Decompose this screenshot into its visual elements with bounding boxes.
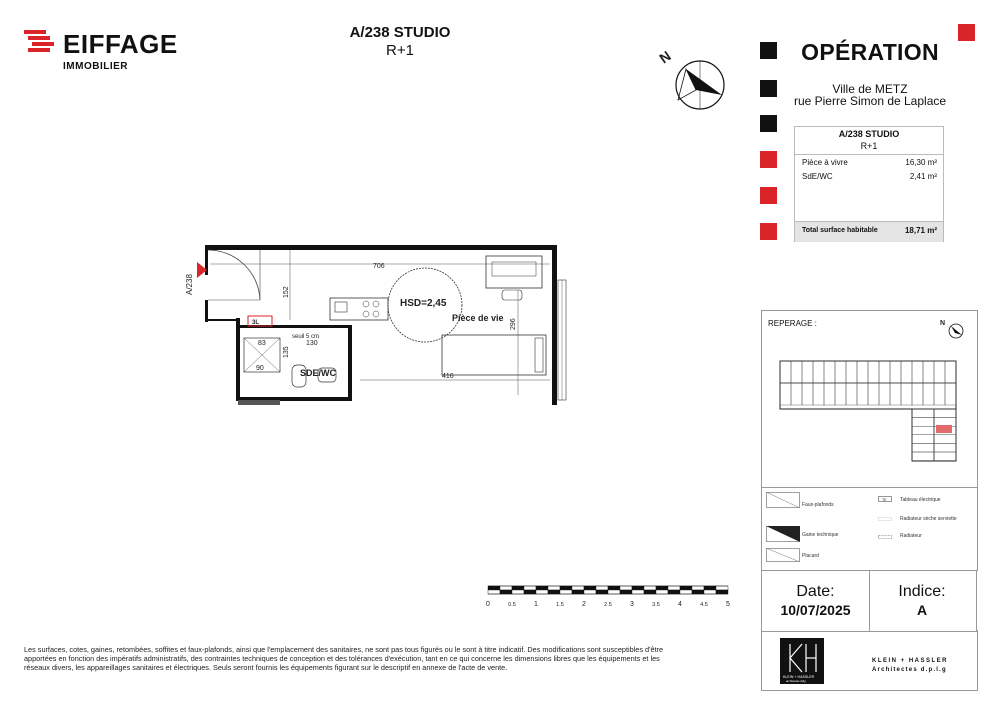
- indice-value: A: [916, 602, 928, 618]
- legend-panel: [761, 486, 978, 571]
- logo-sub: IMMOBILIER: [63, 61, 128, 72]
- north-compass-icon: [648, 42, 738, 114]
- reperage-north-label: N: [940, 320, 946, 327]
- scale-cell: [644, 590, 656, 594]
- scale-label: 4.5: [700, 602, 708, 608]
- scale-label: 1.5: [556, 602, 564, 608]
- legend-label: Tableau électrique: [900, 497, 941, 503]
- scale-cell: [548, 590, 560, 594]
- surface-table: [794, 126, 944, 242]
- scale-label: 1: [534, 601, 538, 608]
- reperage-north-icon: [938, 315, 968, 341]
- scale-cell: [500, 586, 512, 590]
- kh-logo-text: KLEIN + HASSLER: [783, 675, 815, 679]
- building-key-plan: [772, 357, 972, 467]
- scale-cell: [572, 590, 584, 594]
- seche-serviette-icon: [878, 517, 892, 521]
- key-plan-cell: [934, 452, 956, 461]
- scale-cell: [716, 590, 728, 594]
- dim-152: 152: [283, 286, 290, 298]
- scale-cell: [704, 590, 716, 594]
- key-plan-cell: [890, 361, 901, 383]
- key-plan-cell: [824, 361, 835, 383]
- unit-tag: A/238: [185, 274, 194, 295]
- legend-label: Placard: [802, 553, 819, 559]
- key-plan-cell: [857, 383, 868, 405]
- surface-row-label: SdE/WC: [802, 172, 833, 181]
- key-plan-cell: [934, 418, 956, 427]
- key-plan-cell: [934, 409, 956, 418]
- scale-cell: [632, 590, 644, 594]
- faux-plafond-swatch-icon: [766, 492, 800, 508]
- marker-square: [760, 223, 777, 240]
- te-tag: TE: [882, 498, 887, 502]
- key-plan-cell: [923, 361, 934, 383]
- page-level: R+1: [386, 42, 414, 59]
- key-plan-cell: [813, 361, 824, 383]
- compass-north-label: N: [656, 47, 674, 67]
- surface-total-value: 18,71 m²: [904, 226, 937, 235]
- scale-cell: [524, 590, 536, 594]
- key-plan-cell: [835, 383, 846, 405]
- room-main-label: Pièce de vie: [452, 313, 504, 323]
- key-plan-cell: [945, 361, 956, 383]
- architect-sub: Architectes d.p.l.g: [872, 667, 947, 673]
- logo-name: EIFFAGE: [63, 29, 178, 59]
- key-plan-cell: [945, 383, 956, 405]
- eiffage-logo-icon: [24, 30, 54, 54]
- marker-square: [760, 151, 777, 168]
- surface-table-level: R+1: [860, 141, 878, 151]
- key-plan-cell: [934, 435, 956, 444]
- key-plan-cell: [846, 383, 857, 405]
- scale-cell: [596, 586, 608, 590]
- key-plan-cell: [912, 452, 934, 461]
- scale-cell: [512, 586, 524, 590]
- divider: [795, 154, 943, 155]
- wall-right: [552, 245, 557, 405]
- scale-label: 0: [486, 601, 490, 608]
- key-plan-cell: [934, 361, 945, 383]
- marker-square: [760, 115, 777, 132]
- scale-cell: [572, 586, 584, 590]
- date-value: 10/07/2025: [780, 602, 851, 618]
- key-plan-cell: [857, 361, 868, 383]
- scale-cell: [608, 586, 620, 590]
- scale-label: 2: [582, 601, 586, 608]
- key-plan-cell: [791, 383, 802, 405]
- key-plan-cell: [912, 418, 934, 427]
- scale-cell: [644, 586, 656, 590]
- scale-cell: [524, 586, 536, 590]
- marker-square: [760, 80, 777, 97]
- scale-label: 2.5: [604, 602, 612, 608]
- key-plan-cell: [901, 383, 912, 405]
- dim-296: 296: [510, 318, 517, 330]
- scale-cell: [488, 586, 500, 590]
- scale-cell: [560, 590, 572, 594]
- surface-row-value: 2,41 m²: [909, 172, 937, 181]
- operation-street: rue Pierre Simon de Laplace: [793, 94, 947, 108]
- scale-cell: [692, 586, 704, 590]
- scale-cell: [668, 586, 680, 590]
- radiateur-icon: [878, 535, 892, 539]
- seuil-label: seuil 5 cm: [292, 334, 320, 340]
- scale-cell: [620, 586, 632, 590]
- key-plan-cell: [901, 361, 912, 383]
- scale-cell: [560, 586, 572, 590]
- scale-cell: [632, 586, 644, 590]
- key-plan-cell: [912, 361, 923, 383]
- scale-cell: [548, 586, 560, 590]
- key-plan-cell: [879, 383, 890, 405]
- key-plan-cell: [791, 361, 802, 383]
- marker-square: [760, 42, 777, 59]
- key-plan-cell: [890, 383, 901, 405]
- scale-cell: [656, 586, 668, 590]
- architect-name: KLEIN + HASSLER: [872, 658, 949, 664]
- dim-83: 83: [258, 340, 266, 347]
- scale-cell: [608, 590, 620, 594]
- key-plan-cell: [780, 361, 791, 383]
- dim-90: 90: [256, 365, 264, 372]
- key-plan-cell: [879, 361, 890, 383]
- marker-square: [760, 187, 777, 204]
- legal-disclaimer: Les surfaces, cotes, gaines, retombées, soffites et faux-plafonds, ainsi que l'emplacement des sanitaires, ne sont pas tous figurés ou le sont à titre indicatif. Des modifications sont susceptibles d'être apportées en fonction des impératifs administratifs, des contraintes techniques de conception et des tolérances d'exécution, tant en ce qui concerne les dimensions libres que les équipements et les réseaux divers, les appareillages sanitaires et électriques. Seuls seront fournis les équipements figurant sur le descriptif en annexe de l'acte de vente.: [24, 645, 664, 672]
- key-plan-cell: [923, 383, 934, 405]
- floor-plan: [180, 240, 580, 410]
- scale-label: 4: [678, 601, 682, 608]
- key-plan-cell: [912, 383, 923, 405]
- scale-cell: [680, 586, 692, 590]
- key-plan-cell: [912, 409, 934, 418]
- dim-135: 135: [283, 346, 290, 358]
- operation-title: OPÉRATION: [801, 39, 939, 65]
- key-plan-cell: [868, 361, 879, 383]
- scale-cell: [500, 590, 512, 594]
- reperage-label: REPERAGE :: [768, 319, 817, 328]
- dim-706: 706: [373, 263, 385, 270]
- key-plan-cell: [846, 361, 857, 383]
- scale-cell: [680, 590, 692, 594]
- key-plan-cell: [934, 443, 956, 452]
- reperage-panel: [761, 310, 978, 488]
- key-plan-cell: [780, 383, 791, 405]
- wall-top: [205, 245, 557, 250]
- indice-box: [868, 570, 977, 632]
- scale-cell: [584, 586, 596, 590]
- hsd-label: HSD=2,45: [400, 298, 447, 309]
- date-label: Date:: [796, 583, 835, 600]
- key-plan-cell: [824, 383, 835, 405]
- scale-cell: [716, 586, 728, 590]
- key-plan-cell: [802, 383, 813, 405]
- key-plan-cell: [813, 383, 824, 405]
- dim-416: 416: [442, 373, 454, 380]
- scale-cell: [536, 586, 548, 590]
- scale-cell: [512, 590, 524, 594]
- kh-logo-sub: architectes dplg: [786, 679, 806, 683]
- key-plan-cell: [934, 383, 945, 405]
- scale-cell: [596, 590, 608, 594]
- scale-cell: [668, 590, 680, 594]
- scale-cell: [692, 590, 704, 594]
- date-box: [761, 570, 870, 632]
- surface-total-row: [795, 221, 943, 242]
- scale-cell: [488, 590, 500, 594]
- room-bath-label: SDE/WC: [300, 368, 336, 378]
- current-unit-highlight: [936, 425, 952, 433]
- scale-label: 5: [726, 601, 730, 608]
- tableau-electrique-icon: [878, 496, 892, 502]
- surface-row-label: Pièce à vivre: [802, 158, 848, 167]
- operation-city: Ville de METZ: [832, 82, 908, 96]
- key-plan-cell: [802, 361, 813, 383]
- corner-square: [958, 24, 975, 41]
- tag-3l: 3L: [252, 320, 260, 326]
- scale-cell: [620, 590, 632, 594]
- scale-label: 3: [630, 601, 634, 608]
- key-plan-cell: [835, 361, 846, 383]
- legend-label: Gaine technique: [802, 532, 839, 538]
- scale-bar: [480, 582, 740, 612]
- scale-cell: [704, 586, 716, 590]
- surface-table-title: A/238 STUDIO: [838, 129, 900, 139]
- placard-swatch-icon: [766, 548, 800, 562]
- gaine-swatch-icon: [766, 526, 800, 542]
- key-plan-cell: [912, 435, 934, 444]
- key-plan-cell: [912, 426, 934, 435]
- scale-cell: [656, 590, 668, 594]
- legend-label: Radiateur: [900, 533, 922, 539]
- scale-cell: [536, 590, 548, 594]
- indice-label: Indice:: [898, 583, 946, 600]
- architect-box: [761, 630, 978, 691]
- legend-label: Radiateur sèche serviette: [900, 516, 957, 522]
- page-title: A/238 STUDIO: [349, 24, 451, 41]
- dim-130: 130: [306, 340, 318, 347]
- scale-label: 0.5: [508, 602, 516, 608]
- scale-label: 3.5: [652, 602, 660, 608]
- legend-label: Faux-plafonds: [802, 502, 834, 508]
- key-plan-cell: [868, 383, 879, 405]
- scale-cell: [584, 590, 596, 594]
- klein-hassler-logo-icon: [780, 638, 824, 684]
- key-plan-cell: [912, 443, 934, 452]
- surface-row-value: 16,30 m²: [905, 158, 937, 167]
- surface-total-label: Total surface habitable: [802, 227, 878, 234]
